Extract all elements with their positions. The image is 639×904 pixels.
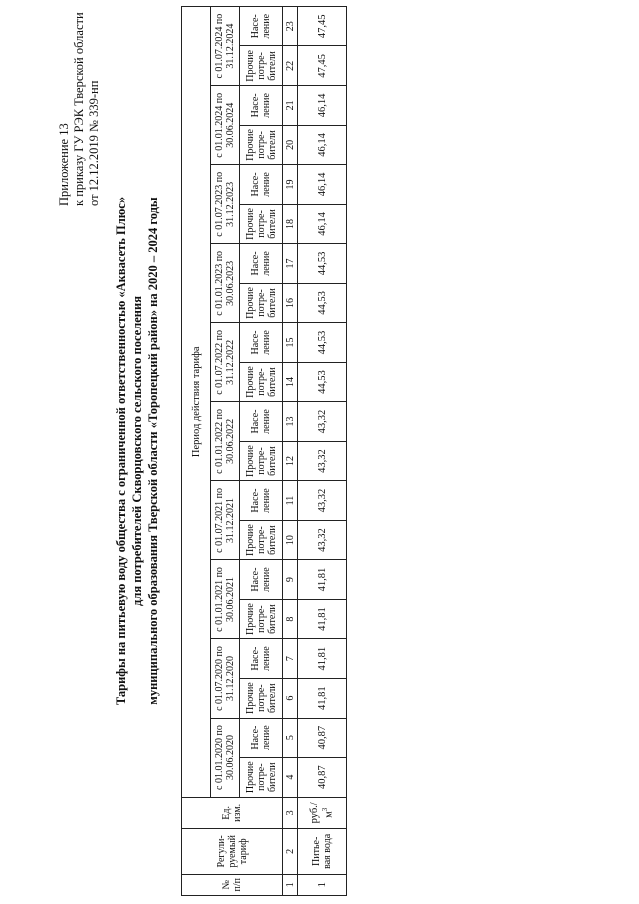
tariff-value: 44,53 (298, 323, 347, 362)
subheader-population: Насе-ление (240, 481, 283, 520)
subheader-population: Насе-ление (240, 639, 283, 678)
tariff-table (181, 6, 347, 896)
appendix-line-2: к приказу ГУ РЭК Тверской области (72, 12, 86, 206)
subheader-population: Насе-ление (240, 323, 283, 362)
subheader-population: Насе-ление (240, 7, 283, 47)
column-number: 20 (283, 125, 298, 165)
tariff-value: 43,32 (298, 402, 347, 441)
title-line-3: муниципального образования Тверской области «Торопецкий район» на 2020 – 2024 годы (146, 197, 160, 705)
column-number: 17 (283, 244, 298, 283)
subheader-population: Насе-ление (240, 244, 283, 283)
subheader-population: Насе-ление (240, 86, 283, 125)
tariff-value: 46,14 (298, 204, 347, 244)
tariff-value: 41,81 (298, 560, 347, 599)
header-period-7: с 01.01.2023 по 30.06.2023 (211, 244, 240, 323)
header-period-6: с 01.07.2022 по 31.12.2022 (211, 323, 240, 402)
header-period-9: с 01.01.2024 по 30.06.2024 (211, 86, 240, 165)
row-tariff: Питье-вая вода (298, 829, 347, 874)
subheader-other-consumers: Прочие потре-бители (240, 204, 283, 244)
column-number: 1 (283, 874, 298, 895)
column-number: 10 (283, 520, 298, 560)
column-number: 7 (283, 639, 298, 678)
header-num: № п/п (182, 874, 283, 895)
subheader-other-consumers: Прочие потре-бители (240, 520, 283, 560)
tariff-value: 46,14 (298, 86, 347, 125)
document-title (113, 6, 161, 896)
document-page (5, 6, 635, 896)
appendix-line-3: от 12.12.2019 № 339-нп (87, 80, 101, 206)
appendix-reference (57, 6, 102, 206)
title-line-1: Тарифы на питьевую воду общества с ограниченной ответственностью «Аквасеть Плюс» (114, 196, 128, 706)
tariff-value: 44,53 (298, 283, 347, 323)
subheader-other-consumers: Прочие потре-бители (240, 678, 283, 718)
column-number: 18 (283, 204, 298, 244)
tariff-value: 41,81 (298, 678, 347, 718)
tariff-value: 43,32 (298, 441, 347, 481)
column-number: 2 (283, 829, 298, 874)
header-period-8: с 01.07.2023 по 31.12.2023 (211, 165, 240, 244)
column-number: 15 (283, 323, 298, 362)
header-period-group: Период действия тарифа (182, 7, 211, 798)
tariff-value: 40,87 (298, 718, 347, 757)
header-period-5: с 01.01.2022 по 30.06.2022 (211, 402, 240, 481)
subheader-population: Насе-ление (240, 718, 283, 757)
subheader-other-consumers: Прочие потре-бители (240, 441, 283, 481)
header-period-2: с 01.07.2020 по 31.12.2020 (211, 639, 240, 718)
column-number: 22 (283, 46, 298, 86)
column-number: 21 (283, 86, 298, 125)
tariff-value: 43,32 (298, 481, 347, 520)
column-number: 6 (283, 678, 298, 718)
tariff-value: 44,53 (298, 362, 347, 402)
appendix-line-1: Приложение 13 (57, 123, 71, 206)
header-unit: Ед. изм. (182, 797, 283, 829)
tariff-value: 47,45 (298, 7, 347, 47)
tariff-value: 44,53 (298, 244, 347, 283)
tariff-value: 46,14 (298, 165, 347, 204)
column-number: 9 (283, 560, 298, 599)
tariff-value: 46,14 (298, 125, 347, 165)
tariff-value: 47,45 (298, 46, 347, 86)
header-tariff: Регули-руемый тариф (182, 829, 283, 874)
title-line-2: для потребителей Скворцовского сельского поселения (130, 296, 144, 606)
header-period-10: с 01.07.2024 по 31.12.2024 (211, 7, 240, 86)
subheader-other-consumers: Прочие потре-бители (240, 362, 283, 402)
subheader-other-consumers: Прочие потре-бители (240, 757, 283, 797)
header-period-4: с 01.07.2021 по 31.12.2021 (211, 481, 240, 560)
column-number: 16 (283, 283, 298, 323)
column-number: 4 (283, 757, 298, 797)
subheader-other-consumers: Прочие потре-бители (240, 125, 283, 165)
header-period-1: с 01.01.2020 по 30.06.2020 (211, 718, 240, 797)
subheader-other-consumers: Прочие потре-бители (240, 283, 283, 323)
tariff-value: 41,81 (298, 639, 347, 678)
row-num: 1 (298, 874, 347, 895)
column-number: 13 (283, 402, 298, 441)
column-number: 5 (283, 718, 298, 757)
column-number: 11 (283, 481, 298, 520)
subheader-population: Насе-ление (240, 560, 283, 599)
subheader-population: Насе-ление (240, 402, 283, 441)
tariff-value: 41,81 (298, 599, 347, 639)
subheader-other-consumers: Прочие потре-бители (240, 46, 283, 86)
column-number: 3 (283, 797, 298, 829)
column-number: 23 (283, 7, 298, 47)
unit-base: руб./м (309, 802, 335, 824)
column-number: 12 (283, 441, 298, 481)
header-period-3: с 01.01.2021 по 30.06.2021 (211, 560, 240, 639)
tariff-value: 40,87 (298, 757, 347, 797)
column-number: 8 (283, 599, 298, 639)
column-number: 19 (283, 165, 298, 204)
unit-superscript: 3 (321, 807, 330, 812)
column-number: 14 (283, 362, 298, 402)
subheader-population: Насе-ление (240, 165, 283, 204)
row-unit (298, 797, 347, 829)
subheader-other-consumers: Прочие потре-бители (240, 599, 283, 639)
tariff-value: 43,32 (298, 520, 347, 560)
